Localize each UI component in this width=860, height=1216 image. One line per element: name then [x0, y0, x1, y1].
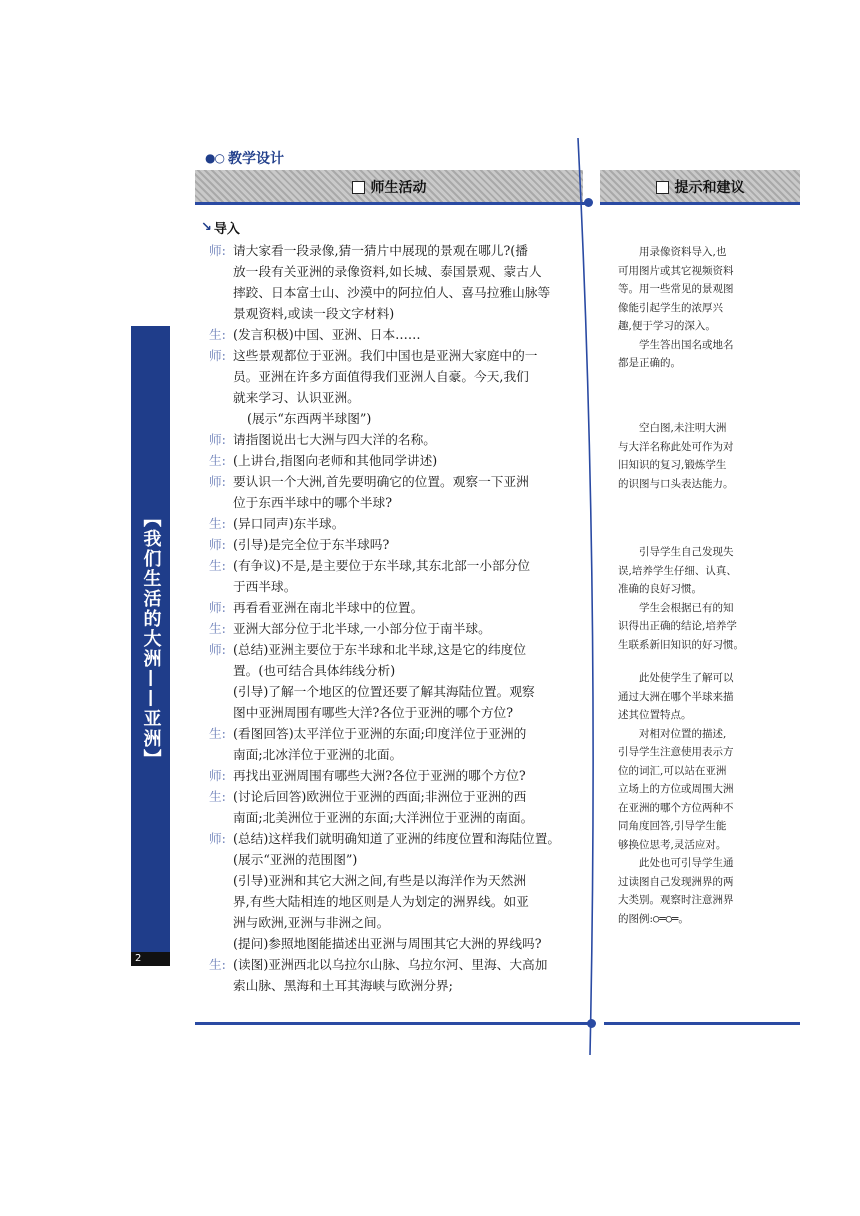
dialogue-text: 洲与欧洲,亚洲与非洲之间。 [233, 915, 390, 930]
speaker-label: 生: [209, 726, 226, 741]
dialogue-line [209, 471, 594, 492]
dialogue-line [209, 597, 594, 618]
speaker-label: 师: [209, 537, 226, 552]
note-line [618, 891, 793, 910]
dialogue-line [209, 891, 594, 912]
note-text: 够换位思考,灵活应对。 [618, 838, 727, 851]
dialogue-line [209, 534, 594, 555]
page-number: 2 [131, 952, 170, 966]
dialogue-line [209, 387, 594, 408]
speaker-label: 师: [209, 768, 226, 783]
boundary-legend-icon: ○═○═。 [653, 912, 689, 925]
note-line [618, 438, 793, 457]
speaker-label: 生: [209, 453, 226, 468]
dialogue-text: (发言积极)中国、亚洲、日本…… [233, 327, 421, 342]
bullet-dots-icon: ●○ [205, 151, 224, 165]
note-text: 学生会根据已有的知 [639, 601, 734, 614]
dialogue-text: 图中亚洲周围有哪些大洋?各位于亚洲的哪个方位? [233, 705, 514, 720]
note-line [618, 562, 793, 581]
dialogue-text: 景观资料,或读一段文字材料) [233, 306, 395, 321]
checkbox-square-icon [352, 181, 365, 194]
dialogue-text: 置。(也可结合具体纬线分析) [233, 663, 396, 678]
speaker-label: 生: [209, 558, 226, 573]
note-text: 旧知识的复习,锻炼学生 [618, 459, 727, 471]
header-right-label: 提示和建议 [674, 180, 745, 196]
section-label-text: 教学设计 [227, 151, 284, 167]
speaker-label: 师: [209, 432, 226, 447]
note-text: 通过大洲在哪个半球来描 [618, 690, 734, 703]
note-text: 用录像资料导入,也 [639, 246, 727, 258]
note-line [618, 636, 793, 655]
dialogue-text: 放一段有关亚洲的录像资料,如长城、泰国景观、蒙古人 [233, 264, 542, 279]
dialogue-text: 亚洲大部分位于北半球,一小部分位于南半球。 [233, 621, 491, 636]
note-line [618, 262, 793, 281]
note-line [618, 580, 793, 599]
dialogue-text: (读图)亚洲西北以乌拉尔山脉、乌拉尔河、里海、大高加 [233, 957, 548, 972]
note-line [618, 799, 793, 818]
speaker-label: 生: [209, 789, 226, 804]
speaker-label: 师: [209, 831, 226, 846]
note-text: 空白图,未注明大洲 [639, 422, 727, 434]
dialogue-line [209, 660, 594, 681]
dialogue-text: 请大家看一段录像,猜一猜片中展现的景观在哪儿?(播 [233, 243, 528, 258]
note-line [618, 243, 793, 262]
dialogue-line [209, 681, 594, 702]
dialogue-line [209, 555, 594, 576]
note-text: 可用图片或其它视频资料 [618, 264, 734, 277]
dialogue-line [209, 765, 594, 786]
note-text: 位的词汇,可以站在亚洲 [618, 764, 727, 777]
note-line [618, 780, 793, 799]
note-block [618, 419, 793, 493]
note-block [618, 243, 793, 373]
dialogue-text: (引导)亚洲和其它大洲之间,有些是以海洋作为天然洲 [233, 873, 527, 888]
note-line [618, 910, 793, 929]
dialogue-text: 界,有些大陆相连的地区则是人为划定的洲界线。如亚 [233, 894, 529, 909]
dialogue-line [209, 408, 594, 429]
note-text: 过读图自己发现洲界的两 [618, 875, 734, 888]
dialogue-line [209, 492, 594, 513]
footer-rule-left [195, 1022, 588, 1025]
note-text: 都是正确的。 [618, 357, 681, 369]
dialogue-line [209, 807, 594, 828]
note-text: 的识图与口头表达能力。 [618, 477, 734, 490]
dialogue-text: (总结)亚洲主要位于东半球和北半球,这是它的纬度位 [233, 642, 527, 657]
note-text: 立场上的方位或周围大洲 [618, 783, 734, 795]
note-line [618, 873, 793, 892]
note-text: 误,培养学生仔细、认真、 [618, 564, 737, 577]
note-line [618, 475, 793, 494]
note-text: 大类别。观察时注意洲界 [618, 894, 734, 906]
note-line [618, 336, 793, 355]
dialogue-text: (引导)是完全位于东半球吗? [233, 537, 390, 552]
note-line [618, 543, 793, 562]
dialogue-line [209, 366, 594, 387]
note-text: 趣,便于学习的深入。 [618, 320, 716, 332]
note-line [618, 419, 793, 438]
note-text: 准确的良好习惯。 [618, 583, 702, 595]
dialogue-text: 请指图说出七大洲与四大洋的名称。 [233, 432, 436, 447]
dialogue-text: 再看看亚洲在南北半球中的位置。 [233, 600, 424, 615]
dialogue-line [209, 786, 594, 807]
dialogue-text: (展示“东西两半球图”) [247, 411, 372, 426]
dialogue-line [209, 303, 594, 324]
dialogue-text: 要认识一个大洲,首先要明确它的位置。观察一下亚洲 [233, 474, 529, 489]
dialogue-text: 员。亚洲在许多方面值得我们亚洲人自豪。今天,我们 [233, 369, 529, 384]
note-text: 识得出正确的结论,培养学 [618, 620, 737, 632]
spine-tab [131, 326, 170, 952]
note-text: 与大洋名称此处可作为对 [618, 440, 734, 453]
note-text: 生联系新旧知识的好习惯。 [618, 638, 744, 651]
note-text: 对相对位置的描述, [639, 727, 727, 740]
dialogue-text: (看图回答)太平洋位于亚洲的东面;印度洋位于亚洲的 [233, 726, 527, 741]
header-rule-right [600, 202, 800, 205]
note-block [618, 543, 793, 654]
speaker-label: 生: [209, 516, 226, 531]
note-text: 像能引起学生的浓厚兴 [618, 301, 723, 314]
note-block [618, 669, 793, 928]
note-line [618, 706, 793, 725]
arrow-icon: ↘ [201, 220, 212, 235]
note-line [618, 299, 793, 318]
speaker-label: 师: [209, 600, 226, 615]
dialogue-line [209, 870, 594, 891]
note-line [618, 280, 793, 299]
dialogue-line [209, 450, 594, 471]
dialogue-column [209, 240, 594, 996]
dialogue-line [209, 618, 594, 639]
dialogue-text: (异口同声)东半球。 [233, 516, 345, 531]
intro-title [201, 218, 240, 237]
header-rule-left [195, 202, 588, 205]
speaker-label: 生: [209, 957, 226, 972]
speaker-label: 师: [209, 642, 226, 657]
note-line [618, 456, 793, 475]
dialogue-line [209, 429, 594, 450]
speaker-label: 生: [209, 621, 226, 636]
intro-title-text: 导入 [213, 222, 240, 237]
dialogue-line [209, 282, 594, 303]
note-text: 此处也可引导学生通 [639, 857, 734, 869]
dialogue-line [209, 933, 594, 954]
note-text: 述其位置特点。 [618, 709, 692, 721]
dialogue-line [209, 345, 594, 366]
dialogue-text: (展示“亚洲的范围图”) [233, 852, 358, 867]
note-line [618, 317, 793, 336]
speaker-label: 师: [209, 348, 226, 363]
dialogue-line [209, 261, 594, 282]
header-teacher-student-activities [195, 170, 583, 204]
speaker-label: 师: [209, 474, 226, 489]
dialogue-line [209, 513, 594, 534]
dialogue-line [209, 723, 594, 744]
dialogue-line [209, 639, 594, 660]
header-tips-suggestions [600, 170, 800, 204]
dialogue-text: 南面;北美洲位于亚洲的东面;大洋洲位于亚洲的南面。 [233, 810, 534, 825]
dialogue-text: (上讲台,指图向老师和其他同学讲述) [233, 453, 438, 468]
dialogue-text: 就来学习、认识亚洲。 [233, 390, 360, 405]
note-text: 学生答出国名或地名 [639, 338, 734, 351]
note-line [618, 743, 793, 762]
dialogue-text: (总结)这样我们就明确知道了亚洲的纬度位置和海陆位置。 [233, 831, 561, 846]
dialogue-text: 南面;北冰洋位于亚洲的北面。 [233, 747, 403, 762]
speaker-label: 师: [209, 243, 226, 258]
note-text: 引导学生注意使用表示方 [618, 746, 734, 758]
dialogue-line [209, 240, 594, 261]
speaker-label: 生: [209, 327, 226, 342]
note-text: 的图例: [618, 912, 654, 925]
note-text: 引导学生自己发现失 [639, 546, 734, 558]
section-label [205, 148, 284, 168]
spine-title: 【我们生活的大洲——亚洲】 [140, 509, 162, 769]
dialogue-line [209, 954, 594, 975]
note-line [618, 854, 793, 873]
dialogue-text: (有争议)不是,是主要位于东半球,其东北部一小部分位 [233, 558, 531, 573]
note-line [618, 669, 793, 688]
dialogue-text: (引导)了解一个地区的位置还要了解其海陆位置。观察 [233, 684, 535, 699]
dialogue-text: 于西半球。 [233, 579, 297, 594]
dialogue-line [209, 912, 594, 933]
dialogue-text: (讨论后回答)欧洲位于亚洲的西面;非洲位于亚洲的西 [233, 789, 527, 804]
dialogue-line [209, 702, 594, 723]
dialogue-line [209, 324, 594, 345]
dialogue-text: (提问)参照地图能描述出亚洲与周围其它大洲的界线吗? [233, 936, 542, 951]
note-text: 此处使学生了解可以 [639, 672, 734, 684]
note-line [618, 599, 793, 618]
checkbox-square-icon [656, 181, 669, 194]
note-line [618, 354, 793, 373]
footer-rule-right [604, 1022, 800, 1025]
dialogue-line [209, 849, 594, 870]
note-line [618, 762, 793, 781]
note-text: 在亚洲的哪个方位两种不 [618, 801, 734, 814]
dialogue-text: 位于东西半球中的哪个半球? [233, 495, 393, 510]
note-line [618, 817, 793, 836]
footer-rule-dot [587, 1019, 596, 1028]
dialogue-text: 摔跤、日本富士山、沙漠中的阿拉伯人、喜马拉雅山脉等 [233, 285, 551, 300]
dialogue-text: 索山脉、黑海和土耳其海峡与欧洲分界; [233, 978, 453, 993]
note-line [618, 617, 793, 636]
dialogue-text: 这些景观都位于亚洲。我们中国也是亚洲大家庭中的一 [233, 348, 538, 363]
note-line [618, 836, 793, 855]
note-line [618, 725, 793, 744]
dialogue-line [209, 975, 594, 996]
dialogue-line [209, 744, 594, 765]
dialogue-line [209, 828, 594, 849]
note-line [618, 688, 793, 707]
note-text: 同角度回答,引导学生能 [618, 820, 727, 832]
note-text: 等。用一些常见的景观图 [618, 283, 734, 295]
header-left-label: 师生活动 [370, 180, 427, 196]
dialogue-text: 再找出亚洲周围有哪些大洲?各位于亚洲的哪个方位? [233, 768, 526, 783]
dialogue-line [209, 576, 594, 597]
